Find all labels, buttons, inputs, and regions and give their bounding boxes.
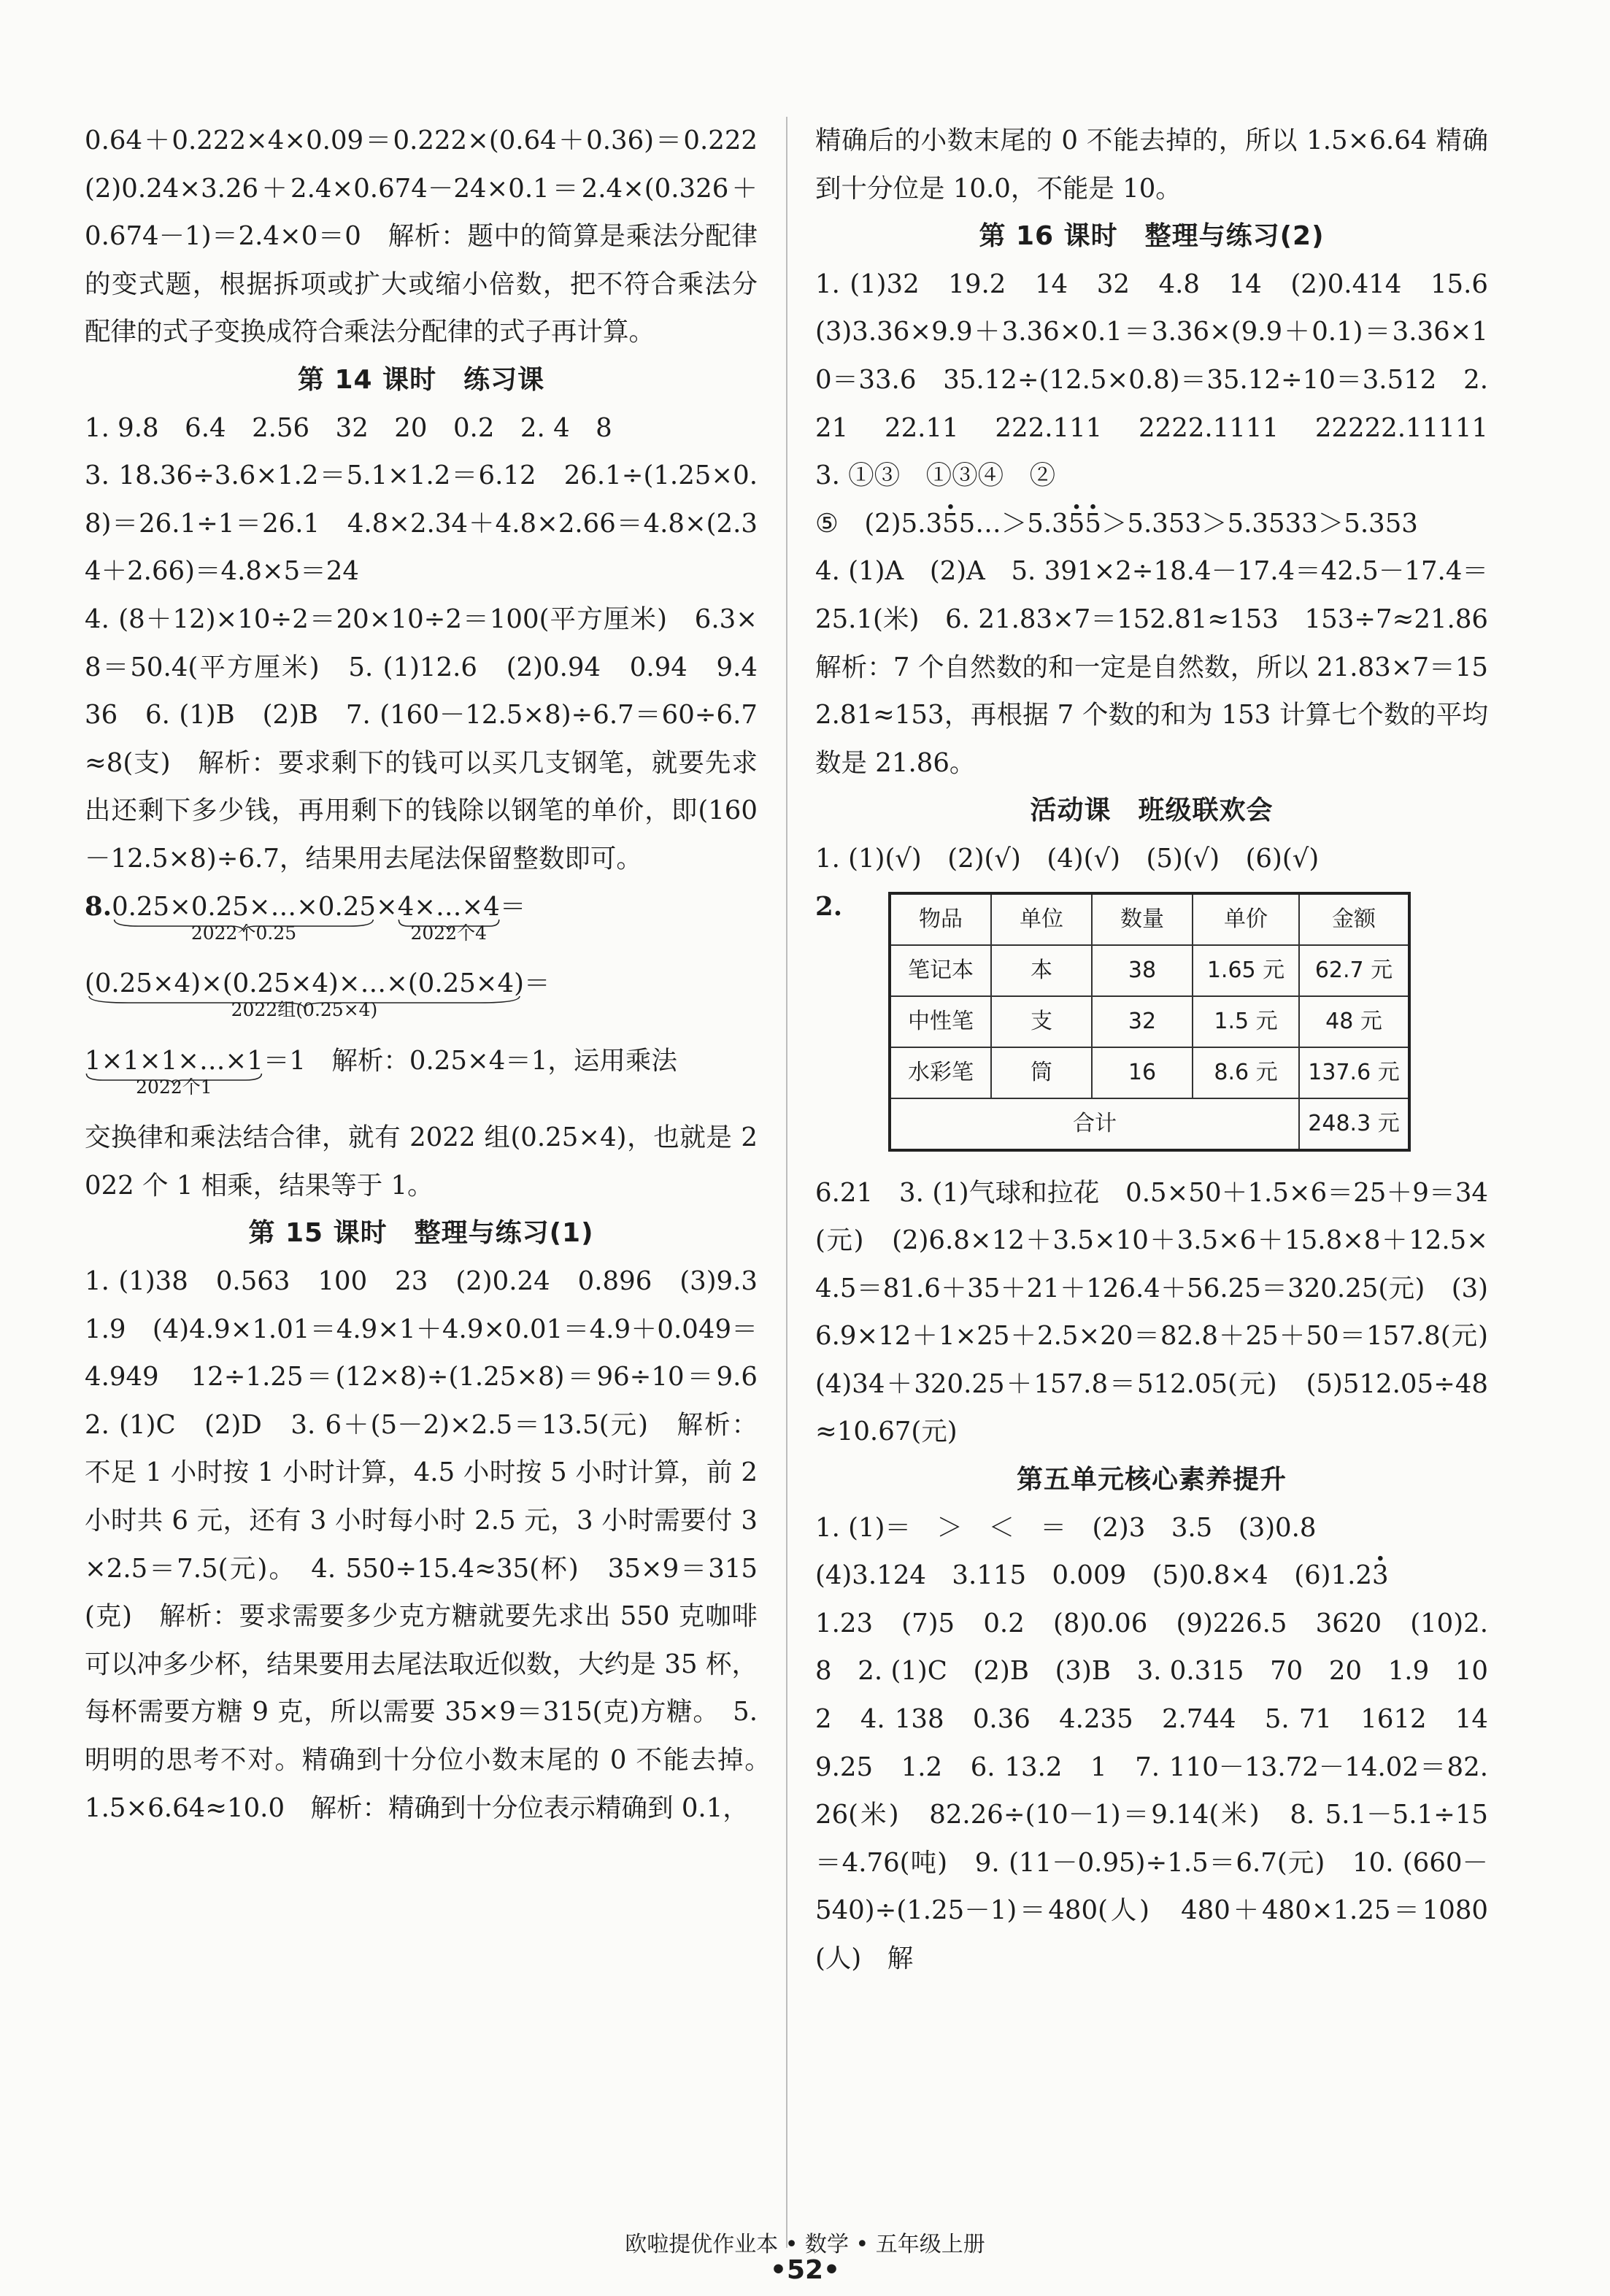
table-cell: 137.6 元	[1299, 1047, 1409, 1098]
brace-label: 2022个0.25	[190, 922, 297, 944]
table-cell: 笔记本	[890, 945, 991, 996]
column-divider	[786, 117, 787, 2248]
text-fragment: ⑤ (2)5.3	[815, 508, 943, 539]
repeating-digit: 5 .	[1068, 509, 1085, 539]
answer-paragraph: 交换律和乘法结合律，就有 2022 组(0.25×4)，也就是 2022 个 1 相乘，结果等于 1。	[85, 1122, 758, 1201]
table-cell: 筒	[991, 1047, 1092, 1098]
repeating-digit: 5 .	[942, 509, 959, 539]
table-total-row	[890, 1098, 1409, 1150]
table-cell: 本	[991, 945, 1092, 996]
underbrace-group	[85, 1037, 263, 1098]
footer-page-number: •52•	[769, 2255, 841, 2285]
equals-sign: ＝	[523, 968, 550, 999]
table-cell: 中性笔	[890, 996, 991, 1047]
left-column	[85, 117, 784, 1832]
answer-paragraph: 1. (1)(√) (2)(√) (4)(√) (5)(√) (6)(√)	[815, 843, 1320, 874]
answer-paragraph: 4. (1)A (2)A 5. 391×2÷18.4－17.4＝42.5－17.4＝25.1(米) 6. 21.83×7＝152.81≈153 153÷7≈21.86 解析：7 个自然数的和一定是自然数，所以 21.83×7＝152.81≈153，再根据 7 个数的和为 153 计算七个数的平均数是 21.86。	[815, 556, 1514, 778]
section-heading-lesson-15: 第 15 课时 整理与练习(1)	[248, 1218, 594, 1249]
table-cell: 38	[1092, 945, 1193, 996]
footer-book-title: 欧啦提优作业本 • 数学 • 五年级上册	[625, 2232, 985, 2257]
question-2-table-block	[815, 883, 1488, 1152]
derivation-line-2	[85, 960, 758, 1021]
section-heading-activity: 活动课 班级联欢会	[1030, 795, 1274, 826]
table-header-row	[890, 893, 1409, 945]
table-cell: 支	[991, 996, 1092, 1047]
text-fragment: ＞5.353＞5.3533＞5.353	[1101, 508, 1418, 539]
table-row	[890, 945, 1409, 996]
price-table	[888, 892, 1411, 1152]
answer-paragraph: 1. (1)38 0.563 100 23 (2)0.24 0.896 (3)9.3 1.9 (4)4.9×1.01＝4.9×1＋4.9×0.01＝4.9＋0.049＝4.949 12÷1.25＝(12×8)÷(1.25×8)＝96÷10＝9.6 2. (1)C (2)D 3. 6＋(5－2)×2.5＝13.5(元) 解析：不足 1 小时按 1 小时计算，4.5 小时按 5 小时计算，前 2 小时共 6 元，还有 3 小时每小时 2.5 元，3 小时需要付 3×2.5＝7.5(元)。 4. 550÷15.4≈35(杯) 35×9＝315(克) 解析：要求需要多少克方糖就要先求出 550 克咖啡可以冲多少杯，结果要用去尾法取近似数，大约是 35 杯，每杯需要方糖 9 克，所以需要 35×9＝315(克)方糖。 5. 明明的思考不对。精确到十分位小数末尾的 0 不能去掉。 1.5×6.64≈10.0 解析：精确到十分位表示精确到 0.1，	[85, 1266, 784, 1823]
table-row	[890, 1047, 1409, 1098]
table-cell: 8.6 元	[1193, 1047, 1299, 1098]
table-cell: 1.5 元	[1193, 996, 1299, 1047]
brace-expression: 1×1×1×…×1	[85, 1045, 263, 1076]
table-cell: 水彩笔	[890, 1047, 991, 1098]
answer-paragraph: 1. 9.8 6.4 2.56 32 20 0.2 2. 4 8	[85, 412, 612, 443]
underbrace-group	[397, 883, 500, 944]
answer-paragraph: 4. (8＋12)×10÷2＝20×10÷2＝100(平方厘米) 6.3×8＝50.4(平方厘米) 5. (1)12.6 (2)0.94 0.94 9.4 36 6. (1)B (2)B 7. (160－12.5×8)÷6.7＝60÷6.7≈8(支) 解析：要求剩下的钱可以买几支钢笔，就要先求出还剩下多少钱，再用剩下的钱除以钢笔的单价，即(160－12.5×8)÷6.7，结果用去尾法保留整数即可。	[85, 604, 784, 874]
table-row	[890, 996, 1409, 1047]
table-cell: 32	[1092, 996, 1193, 1047]
brace-expression: 0.25×0.25×…×0.25	[112, 891, 376, 922]
repeating-digit: 5 .	[1085, 509, 1101, 539]
answer-paragraph: 1. (1)32 19.2 14 32 4.8 14 (2)0.414 15.6 (3)3.36×9.9＋3.36×0.1＝3.36×(9.9＋0.1)＝3.36×10＝33.6 35.12÷(12.5×0.8)＝35.12÷10＝3.512 2. 21 22.11 222.111 2222.1111 22222.11111 3. ①③ ①③④ ②	[815, 269, 1514, 491]
derivation-line-1: 8.0.25×0.25×…×0.25 2022个0.25 ×4×…×4 2022个4 ＝	[85, 883, 758, 931]
equals-sign: ＝	[499, 891, 526, 922]
table-header-cell: 单位	[991, 893, 1092, 945]
question-8-derivation	[85, 883, 758, 1114]
brace-label: 2022组(0.25×4)	[231, 999, 378, 1021]
question-number: 2.	[815, 891, 843, 922]
underbrace-group	[85, 960, 524, 1021]
text-fragment: (4)3.124 3.115 0.009 (5)0.8×4 (6)1.2	[815, 1560, 1372, 1591]
section-heading-lesson-14: 第 14 课时 练习课	[297, 364, 545, 395]
repeating-digit: 3 .	[1372, 1560, 1389, 1590]
text-fragment: 5…＞5.3	[958, 508, 1068, 539]
table-header-cell: 单价	[1193, 893, 1299, 945]
repeating-digits	[1068, 509, 1101, 539]
table-header-cell: 物品	[890, 893, 991, 945]
answer-paragraph: 0.64＋0.222×4×0.09＝0.222×(0.64＋0.36)＝0.222 (2)0.24×3.26＋2.4×0.674－24×0.1＝2.4×(0.326＋0.674－1)＝2.4×0＝0 解析：题中的简算是乘法分配律的变式题，根据拆项或扩大或缩小倍数，把不符合乘法分配律的式子变换成符合乘法分配律的式子再计算。	[85, 126, 784, 347]
table-cell: 1.65 元	[1193, 945, 1299, 996]
table-total-value: 248.3 元	[1299, 1098, 1409, 1150]
answer-paragraph: 1.23 (7)5 0.2 (8)0.06 (9)226.5 3620 (10)2.8 2. (1)C (2)B (3)B 3. 0.315 70 20 1.9 10 2 4. 138 0.36 4.235 2.744 5. 71 1612 149.25 1.2 6. 13.2 1 7. 110－13.72－14.02＝82.26(米) 82.26÷(10－1)＝9.14(米) 8. 5.1－5.1÷15＝4.76(吨) 9. (11－0.95)÷1.5＝6.7(元) 10. (660－540)÷(1.25－1)＝480(人) 480＋480×1.25＝1080(人) 解	[815, 1608, 1514, 1973]
repeating-decimal-line	[815, 500, 1488, 548]
answer-paragraph: 6.21 3. (1)气球和拉花 0.5×50＋1.5×6＝25＋9＝34(元) (2)6.8×12＋3.5×10＋3.5×6＋15.8×8＋12.5×4.5＝81.6＋35＋21＋126.4＋56.25＝320.25(元) (3)6.9×12＋1×25＋2.5×20＝82.8＋25＋50＝157.8(元) (4)34＋320.25＋157.8＝512.05(元) (5)512.05÷48≈10.67(元)	[815, 1177, 1514, 1447]
table-cell: 16	[1092, 1047, 1193, 1098]
section-heading-unit-5: 第五单元核心素养提升	[1016, 1465, 1287, 1495]
brace-expression: (0.25×4)×(0.25×4)×…×(0.25×4)	[85, 968, 524, 999]
section-heading-lesson-16: 第 16 课时 整理与练习(2)	[979, 221, 1325, 252]
answer-paragraph: 精确后的小数末尾的 0 不能去掉的，所以 1.5×6.64 精确到十分位是 10.0，不能是 10。	[815, 126, 1488, 204]
answer-paragraph: 3. 18.36÷3.6×1.2＝5.1×1.2＝6.12 26.1÷(1.25×0.8)＝26.1÷1＝26.1 4.8×2.34＋4.8×2.66＝4.8×(2.34＋2.66)＝4.8×5＝24	[85, 461, 758, 587]
brace-expression: 4×…×4	[397, 891, 500, 922]
brace-label: 2022个1	[136, 1076, 212, 1098]
right-column	[815, 117, 1514, 1983]
repeating-decimal-line	[815, 1552, 1488, 1600]
question-number: 8.	[85, 891, 112, 922]
brace-label: 2022个4	[410, 922, 488, 944]
table-total-label: 合计	[890, 1098, 1299, 1150]
answer-paragraph: 1. (1)＝ ＞ ＜ ＝ (2)3 3.5 (3)0.8	[815, 1512, 1317, 1543]
table-cell: 62.7 元	[1299, 945, 1409, 996]
derivation-tail: ＝1 解析：0.25×4＝1，运用乘法	[263, 1045, 677, 1076]
derivation-line-3	[85, 1037, 758, 1098]
table-header-cell: 金额	[1299, 893, 1409, 945]
table-header-cell: 数量	[1092, 893, 1193, 945]
table-cell: 48 元	[1299, 996, 1409, 1047]
